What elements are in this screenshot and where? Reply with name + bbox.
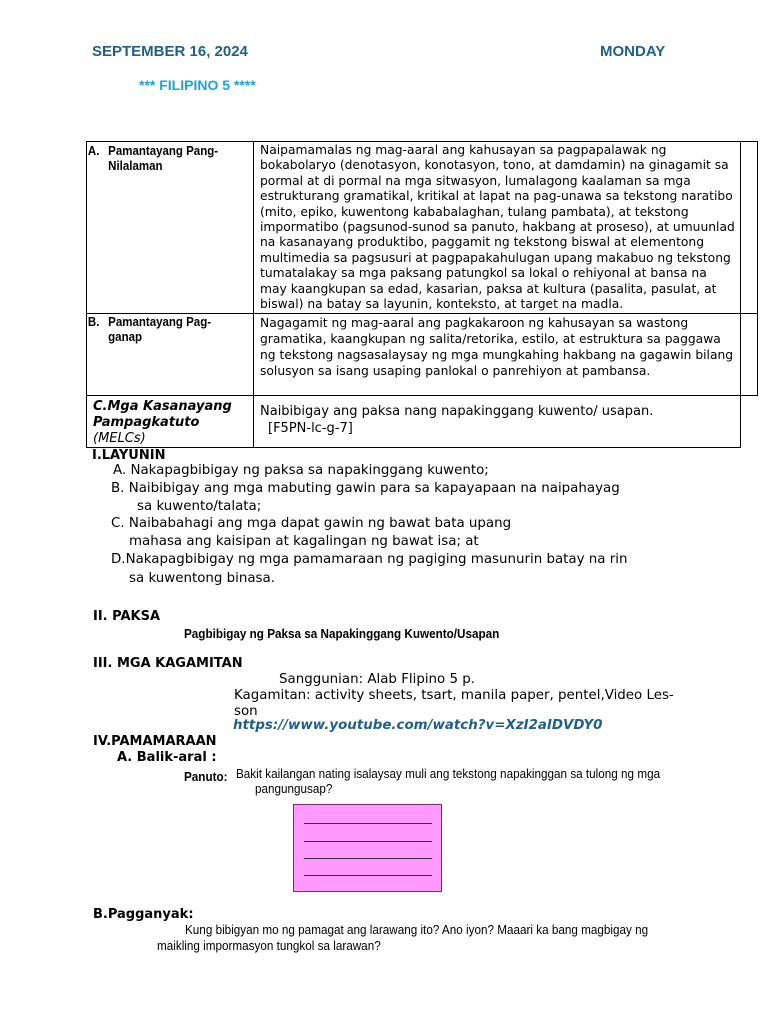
table-extra-cell bbox=[741, 142, 758, 314]
answer-box bbox=[293, 804, 442, 892]
melc-label-cell bbox=[87, 396, 254, 448]
pamamaraan-heading: IV.PAMAMARAAN bbox=[93, 734, 217, 749]
paksa-text: Pagbibigay ng Paksa sa Napakinggang Kuwento/Usapan bbox=[184, 626, 500, 641]
objective-d: D.Nakapagbibigay ng mga pamamaraan ng pagiging masunurin batay na rin bbox=[111, 552, 628, 567]
melc-label-2: Pampagkatuto bbox=[93, 415, 200, 430]
standard-b-label: Pamantayang Pag- bbox=[108, 315, 212, 329]
standard-b-letter: B. bbox=[87, 315, 100, 329]
melc-abbrev: (MELCs) bbox=[93, 431, 146, 446]
melc-label: C.Mga Kasanayang bbox=[93, 399, 232, 414]
standard-a-text: Naipamamalas ng mag-aaral ang kahusayan sa pagpapalawak ng bokabolaryo (denotasyon, konotasyon, tono, at damdamin) na ginagamit sa pormal at di pormal na mga sitwasyon, lumalagong kaalaman sa mga estrukturang gramatikal, kritikal at lapat na pag-unawa sa tekstong naratibo (mito, epiko, kuwentong kababalaghan, tulang pambata), at tekstong impormatibo (pagsunod-sunod sa panuto, hakbang at proseso), at umuunlad na kasanayang produktibo, paggamit ng tekstong biswal at elementong multimedia sa pagsusuri at pagpapakahulugan upang makabuo ng tekstong tumatalakay sa mga paksang patungkol sa lokal o rehiyonal at bansa na may kaangkupan sa edad, kasarian, paksa at kultura (pasalita, pasulat, at biswal) na batay sa layunin, konteksto, at target na madla. bbox=[260, 143, 735, 312]
melc-text: Naibibigay ang paksa nang napakinggang kuwento/ usapan. bbox=[260, 404, 654, 419]
standard-b-text: Nagagamit ng mag-aaral ang pagkakaroon ng kahusayan sa wastong gramatika, kaangkupan ng salita/retorika, estilo, at estruktura sa paggawa ng tekstong nagsasalaysay ng mga mungkahing hakbang na gagawin bilang solusyon sa isang usaping panlokal o panrehiyon at pambansa. bbox=[260, 316, 734, 378]
panuto-text-cont: pangungusap? bbox=[255, 781, 333, 796]
kagamitan-heading: III. MGA KAGAMITAN bbox=[93, 656, 243, 671]
objective-b-cont: sa kuwento/talata; bbox=[137, 499, 262, 514]
standard-b-text-cell bbox=[254, 314, 741, 396]
answer-line bbox=[304, 823, 432, 824]
materials-text: Kagamitan: activity sheets, tsart, manila paper, pentel,Video Les- bbox=[234, 688, 674, 703]
answer-line bbox=[304, 858, 432, 859]
standard-b-label-2: ganap bbox=[108, 330, 143, 344]
objective-d-cont: sa kuwentong binasa. bbox=[129, 571, 275, 586]
objective-c-cont: mahasa ang kaisipan at kagalingan ng bawat isa; at bbox=[129, 534, 479, 549]
objective-b: B. Naibibigay ang mga mabuting gawin para sa kapayapaan na naipahayag bbox=[111, 481, 620, 496]
video-link[interactable]: https://www.youtube.com/watch?v=XzI2aIDVDY0 bbox=[233, 718, 603, 733]
panuto-label: Panuto: bbox=[184, 769, 228, 784]
pagganyak-text-cont: maikling impormasyon tungkol sa larawan? bbox=[157, 938, 381, 953]
lesson-day: MONDAY bbox=[600, 43, 666, 60]
materials-text-cont: son bbox=[234, 704, 258, 719]
objective-c: C. Naibabahagi ang mga dapat gawin ng bawat bata upang bbox=[111, 516, 512, 531]
answer-line bbox=[304, 841, 432, 842]
pagganyak-heading: B.Pagganyak: bbox=[93, 907, 194, 922]
melc-text-cell bbox=[254, 396, 741, 448]
lesson-date: SEPTEMBER 16, 2024 bbox=[92, 43, 248, 60]
paksa-heading: II. PAKSA bbox=[93, 609, 161, 624]
standard-a-label-cell bbox=[87, 142, 254, 314]
table-row bbox=[87, 314, 758, 396]
objective-a: A. Nakapagbibigay ng paksa sa napakinggang kuwento; bbox=[113, 463, 489, 478]
melc-code: [F5PN-lc-g-7] bbox=[268, 421, 353, 436]
pagganyak-text: Kung bibigyan mo ng pamagat ang larawang ito? Ano iyon? Maaari ka bang magbigay ng bbox=[185, 922, 649, 937]
panuto-text: Bakit kailangan nating isalaysay muli ang tekstong napakinggan sa tulong ng mga bbox=[236, 766, 661, 781]
standard-b-label-cell bbox=[87, 314, 254, 396]
standards-table bbox=[86, 141, 758, 448]
layunin-heading: I.LAYUNIN bbox=[92, 448, 166, 463]
subject-title: *** FILIPINO 5 **** bbox=[139, 77, 256, 93]
sanggunian-text: Sanggunian: Alab Flipino 5 p. bbox=[279, 672, 476, 687]
table-row bbox=[87, 142, 758, 314]
standard-a-text-cell bbox=[254, 142, 741, 314]
balik-aral-heading: A. Balik-aral : bbox=[117, 750, 217, 765]
standard-a-label-2: Nilalaman bbox=[108, 159, 163, 173]
standard-a-letter: A. bbox=[87, 144, 100, 158]
table-row bbox=[87, 396, 758, 448]
answer-line bbox=[304, 875, 432, 876]
table-extra-cell bbox=[741, 314, 758, 396]
standard-a-label: Pamantayang Pang- bbox=[108, 144, 219, 158]
